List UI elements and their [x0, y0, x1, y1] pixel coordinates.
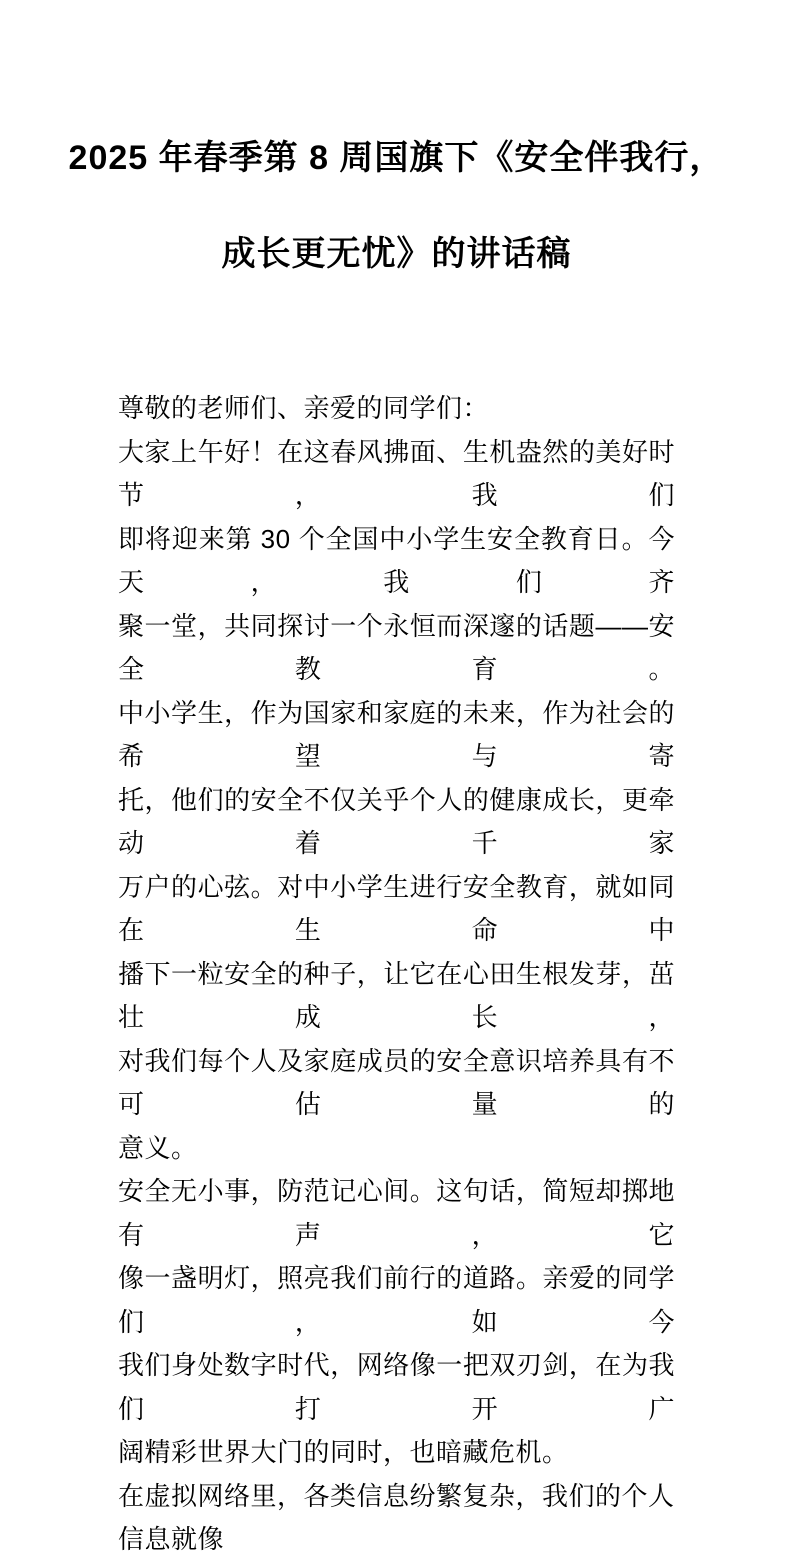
paragraph	[118, 431, 675, 1171]
document-title-line-1: 2025 年春季第 8 周国旗下《安全伴我行，	[68, 139, 725, 177]
body-line: 在虚拟网络里，各类信息纷繁复杂，我们的个人信息就像	[118, 1480, 675, 1554]
body-line: 即将迎来第 30 个全国中小学生安全教育日。今天，我们齐	[118, 523, 675, 597]
document-title	[60, 110, 733, 302]
document-title-line-2: 成长更无忧》的讲话稿	[221, 235, 572, 273]
body-line: 像一盏明灯，照亮我们前行的道路。亲爱的同学们，如今	[118, 1263, 675, 1337]
document-body	[118, 387, 675, 1562]
body-line: 中小学生，作为国家和家庭的未来，作为社会的希望与寄	[118, 697, 675, 771]
paragraph	[118, 1170, 675, 1475]
body-line: 聚一堂，共同探讨一个永恒而深邃的话题——安全教育。	[118, 610, 675, 684]
body-line: 对我们每个人及家庭成员的安全意识培养具有不可估量的	[118, 1045, 675, 1119]
body-line: 尊敬的老师们、亲爱的同学们：	[118, 393, 490, 423]
body-line: 托，他们的安全不仅关乎个人的健康成长，更牵动着千家	[118, 784, 675, 858]
body-line: 意义。	[118, 1132, 198, 1163]
body-line: 我们身处数字时代，网络像一把双刃剑，在为我们打开广	[118, 1350, 675, 1424]
body-line: 大家上午好！在这春风拂面、生机盎然的美好时节，我们	[118, 436, 675, 510]
body-line: 万户的心弦。对中小学生进行安全教育，就如同在生命中	[118, 871, 675, 945]
body-line: 播下一粒安全的种子，让它在心田生根发芽，茁壮成长，	[118, 958, 675, 1032]
body-line: 阔精彩世界大门的同时，也暗藏危机。	[118, 1437, 569, 1467]
body-line: 安全无小事，防范记心间。这句话，简短却掷地有声，它	[118, 1176, 675, 1250]
paragraph	[118, 1475, 675, 1562]
paragraph	[118, 387, 675, 431]
document-page	[0, 110, 793, 1554]
